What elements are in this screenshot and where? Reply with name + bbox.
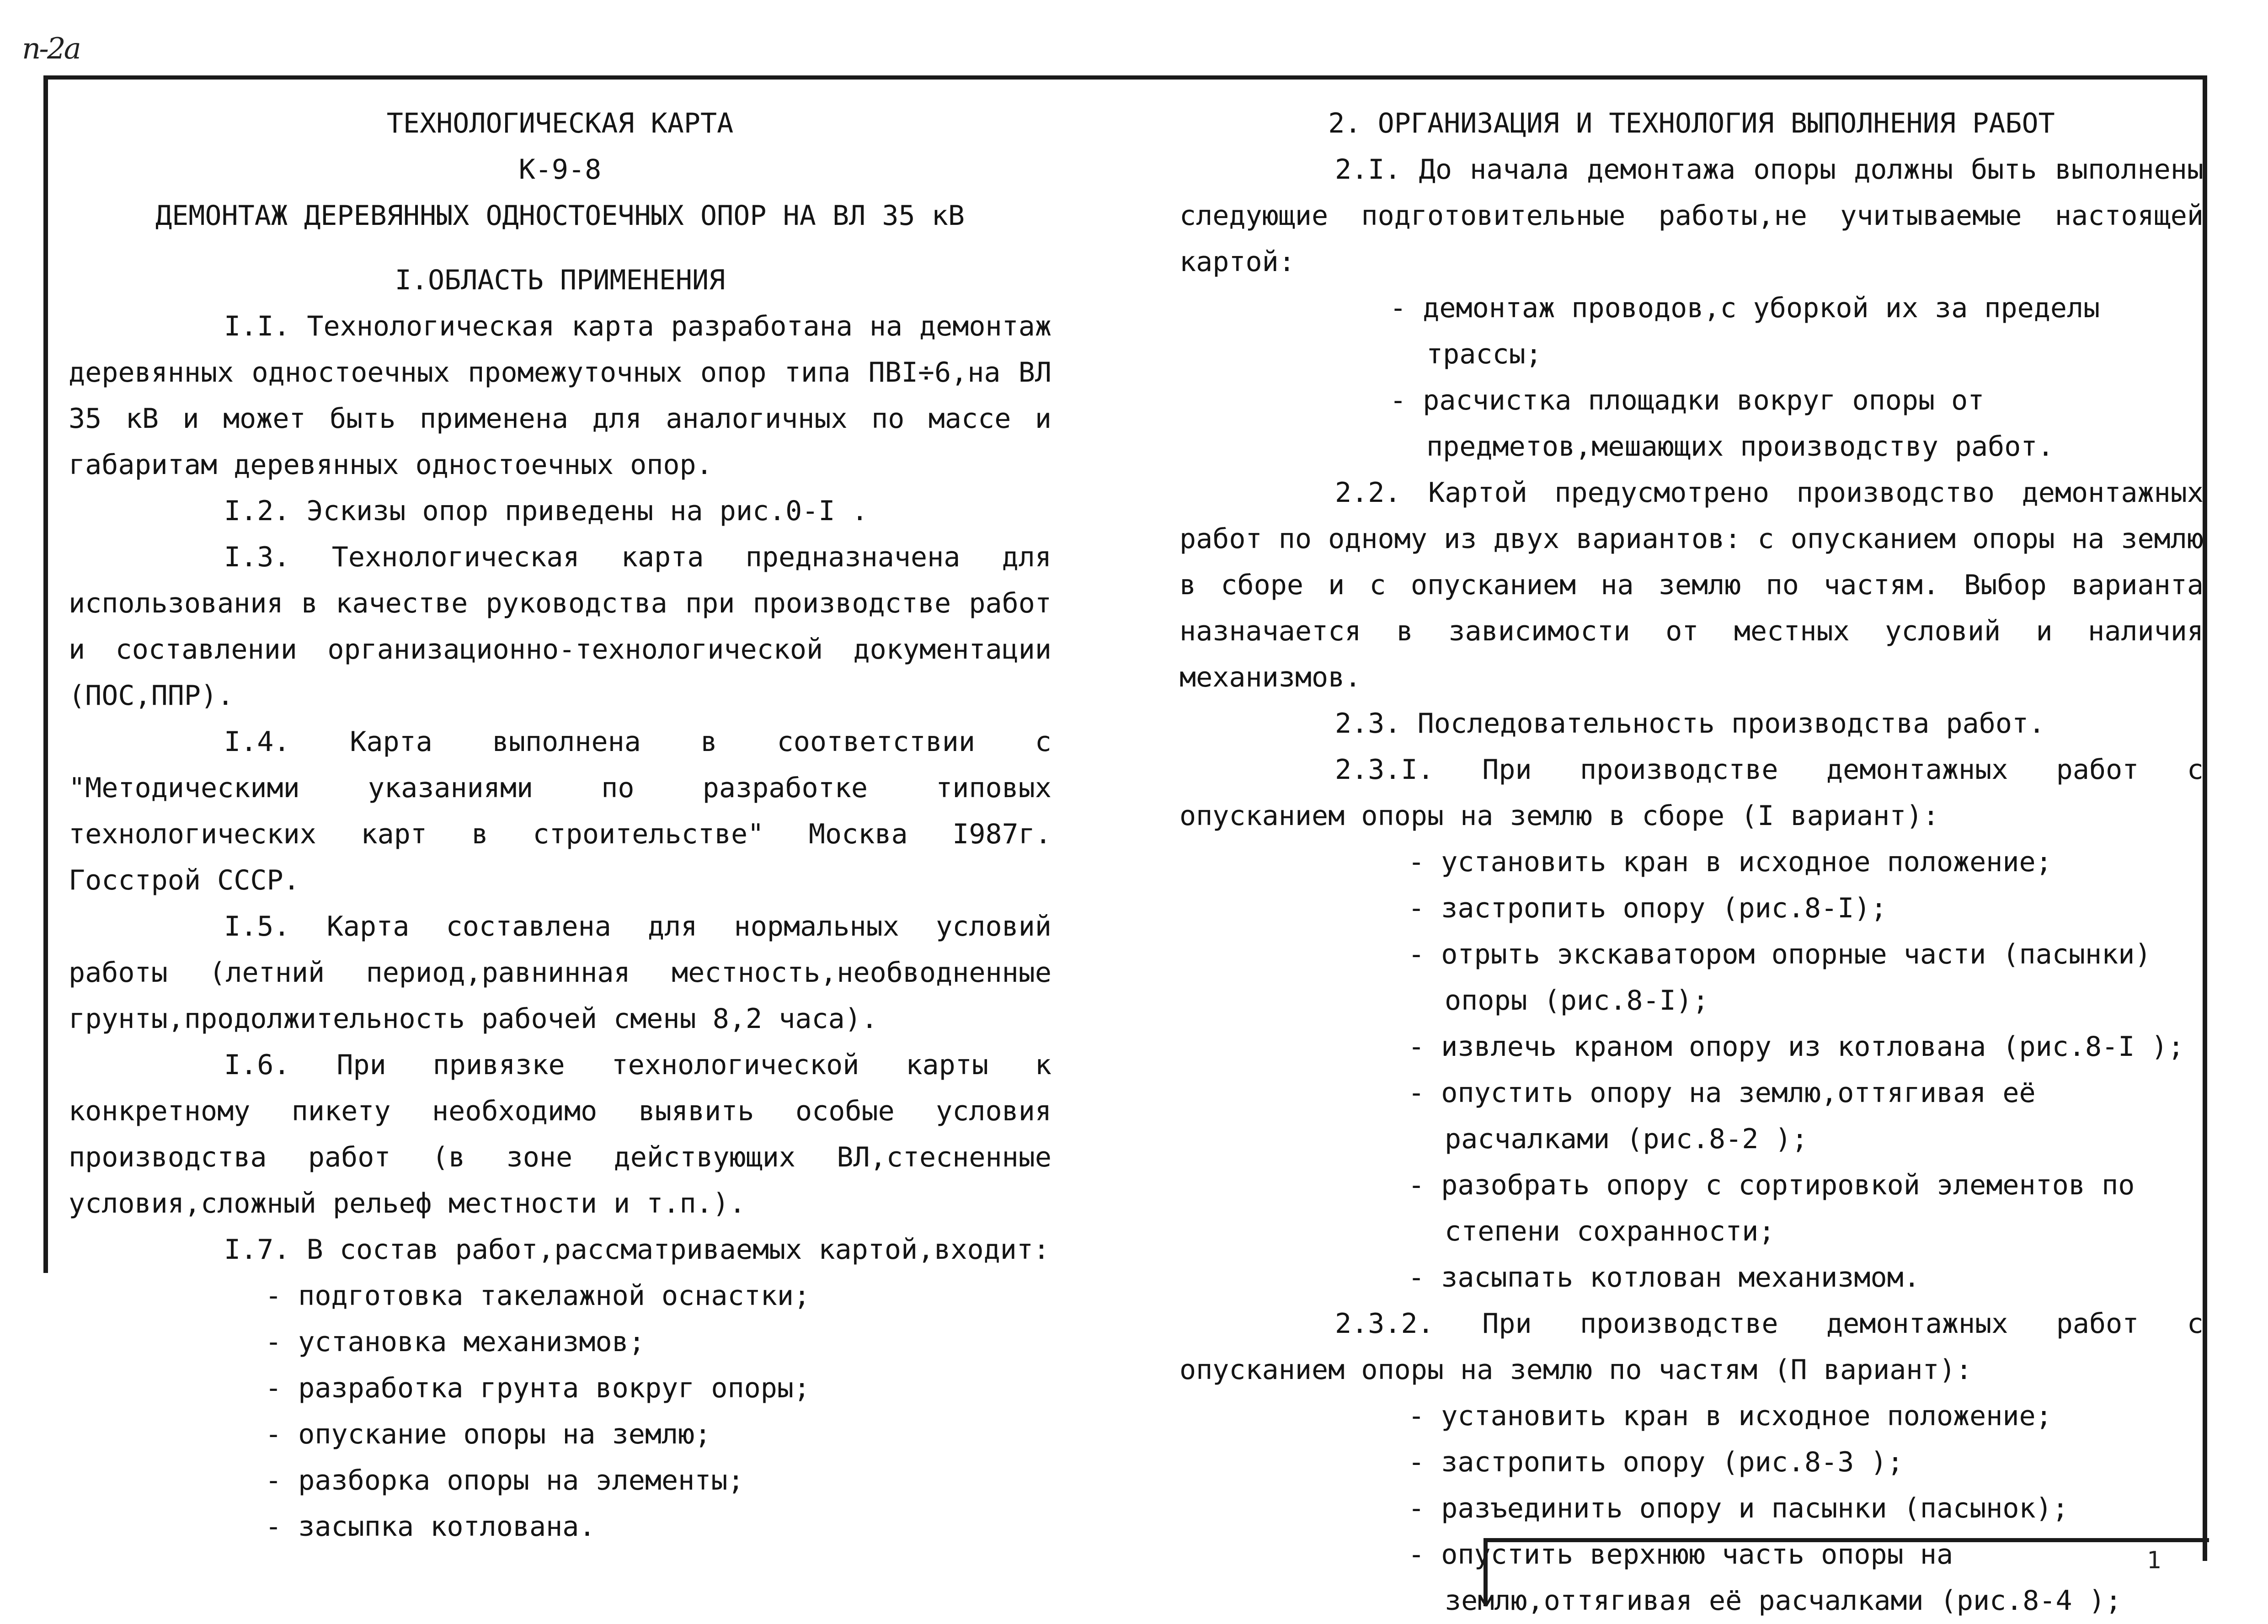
paragraph-2-1: 2.I. До начала демонтажа опоры должны быть выполнены следующие подготовительные работы,не учитываемые настоящей картой: (1179, 154, 2204, 278)
section1-heading: I.ОБЛАСТЬ ПРИМЕНЕНИЯ (395, 264, 726, 296)
list-item: - разобрать опору с сортировкой элементов по степени сохранности; (1408, 1169, 2135, 1247)
frame-top-border (43, 75, 2204, 80)
paragraph-1-6: I.6. При привязке технологической карты к конкретному пикету необходимо выявить особые условия производства работ (в зоне действующих ВЛ,стесненные условия,сложный рельеф местности и т.п.). (69, 1049, 1051, 1219)
list-item: - засыпка котлована. (265, 1511, 596, 1543)
list-item: - отрыть экскаватором опорные части (пасынки) опоры (рис.8-I); (1408, 938, 2151, 1017)
list-item: - установить кран в исходное положение; (1408, 1400, 2052, 1432)
section2-heading: 2. ОРГАНИЗАЦИЯ И ТЕХНОЛОГИЯ ВЫПОЛНЕНИЯ РАБОТ (1328, 107, 2055, 139)
left-column (69, 101, 1051, 1550)
list-item: - опускание опоры на землю; (265, 1418, 711, 1450)
list-item: - застропить опору (рис.8-I); (1408, 892, 1887, 924)
paragraph-1-5: I.5. Карта составлена для нормальных условий работы (летний период,равнинная местность,необводненные грунты,продолжительность рабочей смены 8,2 часа). (69, 911, 1051, 1035)
list-item: - разборка опоры на элементы; (265, 1464, 744, 1496)
list-item: - подготовка такелажной оснастки; (265, 1280, 811, 1312)
paragraph-2-2: 2.2. Картой предусмотрено производство демонтажных работ по одному из двух вариантов: с опусканием опоры на землю в сборе и с опусканием на землю по частям. Выбор варианта назначается в зависимости от местных условий и наличия механизмов. (1179, 477, 2204, 693)
right-column (1179, 101, 2204, 1624)
document-code: К-9-8 (518, 154, 602, 186)
document-title: ТЕХНОЛОГИЧЕСКАЯ КАРТА (386, 107, 734, 139)
paragraph-2-3-2: 2.3.2. При производстве демонтажных работ с опусканием опоры на землю по частям (П вариант): (1179, 1308, 2204, 1386)
list-item: - засыпать котлован механизмом. (1408, 1262, 1920, 1294)
list-item: - застропить опору (рис.8-3 ); (1408, 1446, 1904, 1478)
list-item: - разъединить опору и пасынки (пасынок); (1408, 1492, 2069, 1524)
list-item: - установить кран в исходное положение; (1408, 846, 2052, 878)
paragraph-1-4: I.4. Карта выполнена в соответствии с "Методическими указаниями по разработке типовых технологических карт в строительстве" Москва I987г. Госстрой СССР. (69, 726, 1051, 896)
paragraph-1-2: I.2. Эскизы опор приведены на рис.0-I . (224, 495, 868, 527)
document-subtitle: ДЕМОНТАЖ ДЕРЕВЯННЫХ ОДНОСТОЕЧНЫХ ОПОР НА ВЛ 35 кВ (155, 200, 965, 232)
list-item: - расчистка площадки вокруг опоры от предметов,мешающих производству работ. (1390, 384, 2054, 463)
frame-left-border (43, 75, 48, 1273)
sheet-number: 1 (2146, 1547, 2161, 1574)
list-item: - опустить опору на землю,оттягивая её расчалками (рис.8-2 ); (1408, 1077, 2036, 1155)
handwritten-page-note: n-2a (22, 32, 80, 66)
paragraph-2-3-1: 2.3.I. При производстве демонтажных работ с опусканием опоры на землю в сборе (I вариант): (1179, 754, 2204, 832)
list-item: - демонтаж проводов,с уборкой их за пределы трассы; (1390, 292, 2100, 370)
title-block-stamp (1484, 1538, 2209, 1606)
paragraph-2-3: 2.3. Последовательность производства работ. (1335, 708, 2045, 740)
list-item: - опустить верхнюю часть опоры на землю,оттягивая её расчалками (рис.8-4 ); (1408, 1539, 2122, 1617)
paragraph-1-1: I.I. Технологическая карта разработана на демонтаж деревянных одностоечных промежуточных опор типа ПВI÷6,на ВЛ 35 кВ и может быть применена для аналогичных по массе и габаритам деревянных одностоечных опор. (69, 310, 1051, 481)
list-item: - извлечь краном опору из котлована (рис.8-I ); (1408, 1031, 2184, 1063)
paragraph-1-7: I.7. В состав работ,рассматриваемых картой,входит: (224, 1234, 1050, 1266)
paragraph-1-3: I.3. Технологическая карта предназначена для использования в качестве руководства при производстве работ и составлении организационно-технологической документации (ПОС,ППР). (69, 541, 1051, 712)
list-item: - разработка грунта вокруг опоры; (265, 1372, 811, 1404)
list-item: - установка механизмов; (265, 1326, 645, 1358)
